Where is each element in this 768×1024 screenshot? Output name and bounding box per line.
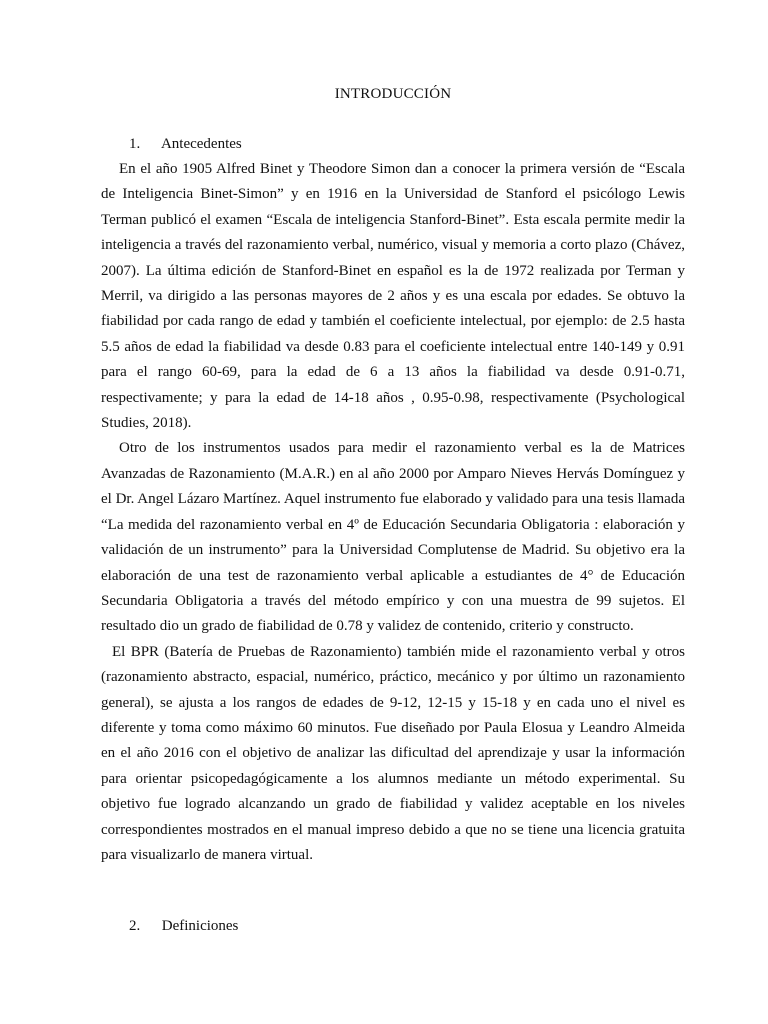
paragraph-mar: Otro de los instrumentos usados para medir el razonamiento verbal es la de Matrices Avanzadas de Razonamiento (M.A.R.) en al año 2000 por Amparo Nieves Hervás Domínguez y el Dr. Angel Lázaro Martínez. Aquel instrumento fue elaborado y validado para una tesis llamada “La medida del razonamiento verbal en 4º de Educación Secundaria Obligatoria : elaboración y validación de un instrumento” para la Universidad Complutense de Madrid. Su objetivo era la elaboración de una test de razonamiento verbal aplicable a estudiantes de 4° de Educación Secundaria Obligatoria a través del método empírico y con una muestra de 99 sujetos. El resultado dio un grado de fiabilidad de 0.78 y validez de contenido, criterio y constructo. [101,440,685,635]
section-number: 1. [129,136,141,152]
section-heading-definiciones [129,918,238,935]
section-title: Definiciones [161,918,239,934]
section-heading-antecedentes [129,136,242,153]
page-title: INTRODUCCIÓN [334,86,452,102]
body-text [101,157,685,868]
section-number: 2. [129,918,141,934]
paragraph-bpr: El BPR (Batería de Pruebas de Razonamiento) también mide el razonamiento verbal y otros (razonamiento abstracto, espacial, numérico, práctico, mecánico y por último un razonamiento general), se ajusta a los rangos de edades de 9-12, 12-15 y 15-18 y en cada uno el nivel es diferente y toma como máximo 60 minutos. Fue diseñado por Paula Elosua y Leandro Almeida en el año 2016 con el objetivo de analizar las dificultad del aprendizaje y usar la información para orientar psicopedagógicamente a los alumnos mediante un método experimental. Su objetivo fue logrado alcanzando un grado de fiabilidad y validez aceptable en los niveles correspondientes mostrados en el manual impreso debido a que no se tiene una licencia gratuita para visualizarlo de manera virtual. [101,643,685,863]
paragraph-binet: En el año 1905 Alfred Binet y Theodore Simon dan a conocer la primera versión de “Escala de Inteligencia Binet-Simon” y en 1916 en la Universidad de Stanford el psicólogo Lewis Terman publicó el examen “Escala de inteligencia Stanford-Binet”. Esta escala permite medir la inteligencia a través del razonamiento verbal, numérico, visual y memoria a corto plazo (Chávez, 2007). La última edición de Stanford-Binet en español es la de 1972 realizada por Terman y Merril, va dirigido a las personas mayores de 2 años y es una escala por edades. Se obtuvo la fiabilidad por cada rango de edad y también el coeficiente intelectual, por ejemplo: de 2.5 hasta 5.5 años de edad la fiabilidad va desde 0.83 para el coeficiente intelectual entre 140-149 y 0.91 para el rango 60-69, para la edad de 6 a 13 años la fiabilidad va desde 0.91-0.71, respectivamente; y para la edad de 14-18 años , 0.95-0.98, respectivamente (Psychological Studies, 2018). [101,161,685,432]
section-title: Antecedentes [160,136,242,152]
